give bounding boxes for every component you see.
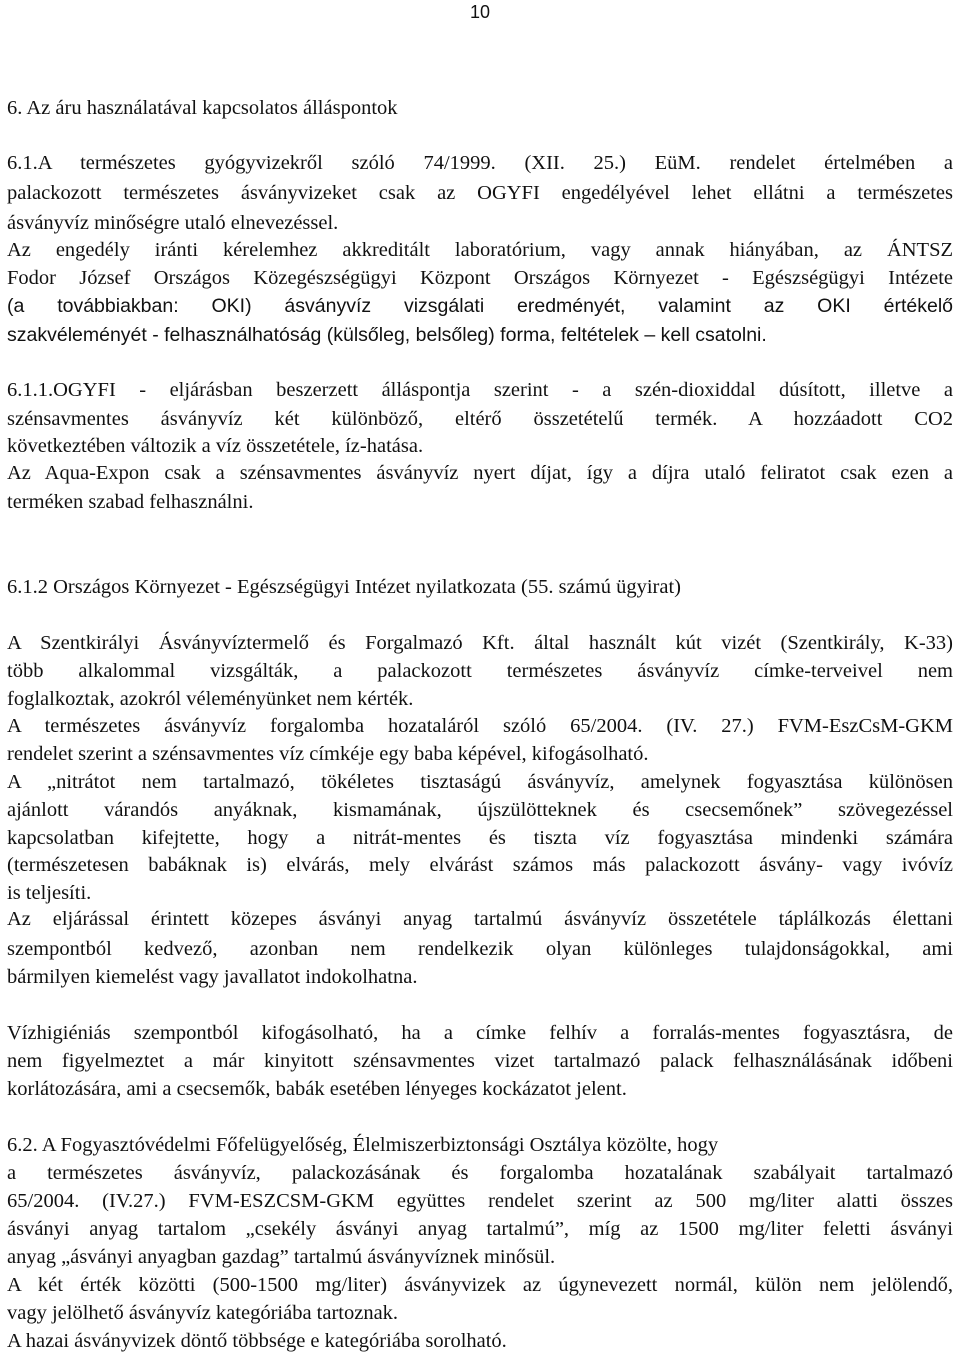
text-line: Az eljárással érintett közepes ásványi anyag tartalmú ásványvíz összetétele táplálkozás élettani xyxy=(7,908,953,930)
text-line: 6.1.2 Országos Környezet - Egészségügyi Intézet nyilatkozata (55. számú ügyirat) xyxy=(7,576,681,598)
text-line: A két érték közötti (500-1500 mg/liter) ásványvizek az úgynevezett normál, külön nem jelölendő, xyxy=(7,1274,953,1296)
text-line: vagy jelölhető ásványvíz kategóriába tartoznak. xyxy=(7,1302,399,1324)
text-line: (a továbbiakban: OKI) ásványvíz vizsgálati eredményét, valamint az OKI értékelő xyxy=(7,295,953,317)
text-line: Vízhigiéniás szempontból kifogásolható, ha a címke felhív a forralás-mentes fogyasztásra, de xyxy=(7,1022,953,1044)
text-line: 6. Az áru használatával kapcsolatos álláspontok xyxy=(7,97,398,119)
text-line: 6.1.A természetes gyógyvizekről szóló 74/1999. (XII. 25.) EüM. rendelet értelmében a xyxy=(7,152,953,174)
text-line: anyag „ásványi anyagban gazdag” tartalmú ásványvíznek minősül. xyxy=(7,1246,556,1268)
text-line: a természetes ásványvíz, palackozásának és forgalomba hozatalának szabályait tartalmazó xyxy=(7,1162,953,1184)
text-line: terméken szabad felhasználni. xyxy=(7,491,254,513)
page-number: 10 xyxy=(469,2,491,22)
text-line: palackozott természetes ásványvizeket csak az OGYFI engedélyével lehet ellátni a természetes xyxy=(7,182,953,204)
text-line: Az Aqua-Expon csak a szénsavmentes ásványvíz nyert díjat, így a díjra utaló feliratot csak ezen a xyxy=(7,462,953,484)
text-line: ajánlott várandós anyáknak, kismamának, újszülötteknek és csecsemőnek” szövegezéssel xyxy=(7,799,953,821)
text-line: rendelet szerint a szénsavmentes víz címkéje egy baba képével, kifogásolható. xyxy=(7,743,649,765)
text-line: szénsavmentes ásványvíz két különböző, eltérő összetételű termék. A hozzáadott CO2 xyxy=(7,408,953,430)
text-line: nem figyelmeztet a már kinyitott szénsavmentes vizet tartalmazó palack felhasználásának időbeni xyxy=(7,1050,953,1072)
text-line: kapcsolatban kifejtette, hogy a nitrát-mentes és tiszta víz fogyasztása mindenki számára xyxy=(7,827,953,849)
text-line: ásványi anyag tartalom „csekély ásványi anyag tartalmú”, míg az 1500 mg/liter feletti ásványi xyxy=(7,1218,953,1240)
text-line: Fodor József Országos Közegészségügyi Központ Országos Környezet - Egészségügyi Intézete xyxy=(7,267,953,289)
text-line: szempontból kedvező, azonban nem rendelkezik olyan különleges tulajdonságokkal, ami xyxy=(7,938,953,960)
text-line: több alkalommal vizsgálták, a palackozott természetes ásványvíz címke-terveivel nem xyxy=(7,660,953,682)
text-line: A természetes ásványvíz forgalomba hozataláról szóló 65/2004. (IV. 27.) FVM-EszCsM-GKM xyxy=(7,715,953,737)
text-line: is teljesíti. xyxy=(7,882,92,904)
text-line: (természetesen babáknak is) elvárás, mely elvárást számos más palackozott ásvány- vagy ivóvíz xyxy=(7,854,953,876)
text-line: korlátozására, ami a csecsemők, babák esetében lényeges kockázatot jelent. xyxy=(7,1078,627,1100)
text-line: bármilyen kiemelést vagy javallatot indokolhatna. xyxy=(7,966,418,988)
text-line: ásványvíz minőségre utaló elnevezéssel. xyxy=(7,212,339,234)
text-line: következtében változik a víz összetétele, íz-hatása. xyxy=(7,435,424,457)
text-line: foglalkoztak, azokról véleményünket nem kérték. xyxy=(7,688,414,710)
text-line: A hazai ásványvizek döntő többsége e kategóriába sorolható. xyxy=(7,1330,507,1352)
text-line: 65/2004. (IV.27.) FVM-ESZCSM-GKM együttes rendelet szerint az 500 mg/liter alatti összes xyxy=(7,1190,953,1212)
text-line: A Szentkirályi Ásványvíztermelő és Forgalmazó Kft. által használt kút vizét (Szentkirály, K-33) xyxy=(7,632,953,654)
text-line: A „nitrátot nem tartalmazó, tökéletes tisztaságú ásványvíz, amelynek fogyasztása különösen xyxy=(7,771,953,793)
text-line: 6.2. A Fogyasztóvédelmi Főfelügyelőség, Élelmiszerbiztonsági Osztálya közölte, hogy xyxy=(7,1134,719,1156)
text-line: 6.1.1.OGYFI - eljárásban beszerzett álláspontja szerint - a szén-dioxiddal dúsított, illetve a xyxy=(7,379,953,401)
text-line: szakvéleményét - felhasználhatóság (külsőleg, belsőleg) forma, feltételek – kell csatolni. xyxy=(7,324,767,346)
text-line: Az engedély iránti kérelemhez akkreditált laboratórium, vagy annak hiányában, az ÁNTSZ xyxy=(7,239,953,261)
